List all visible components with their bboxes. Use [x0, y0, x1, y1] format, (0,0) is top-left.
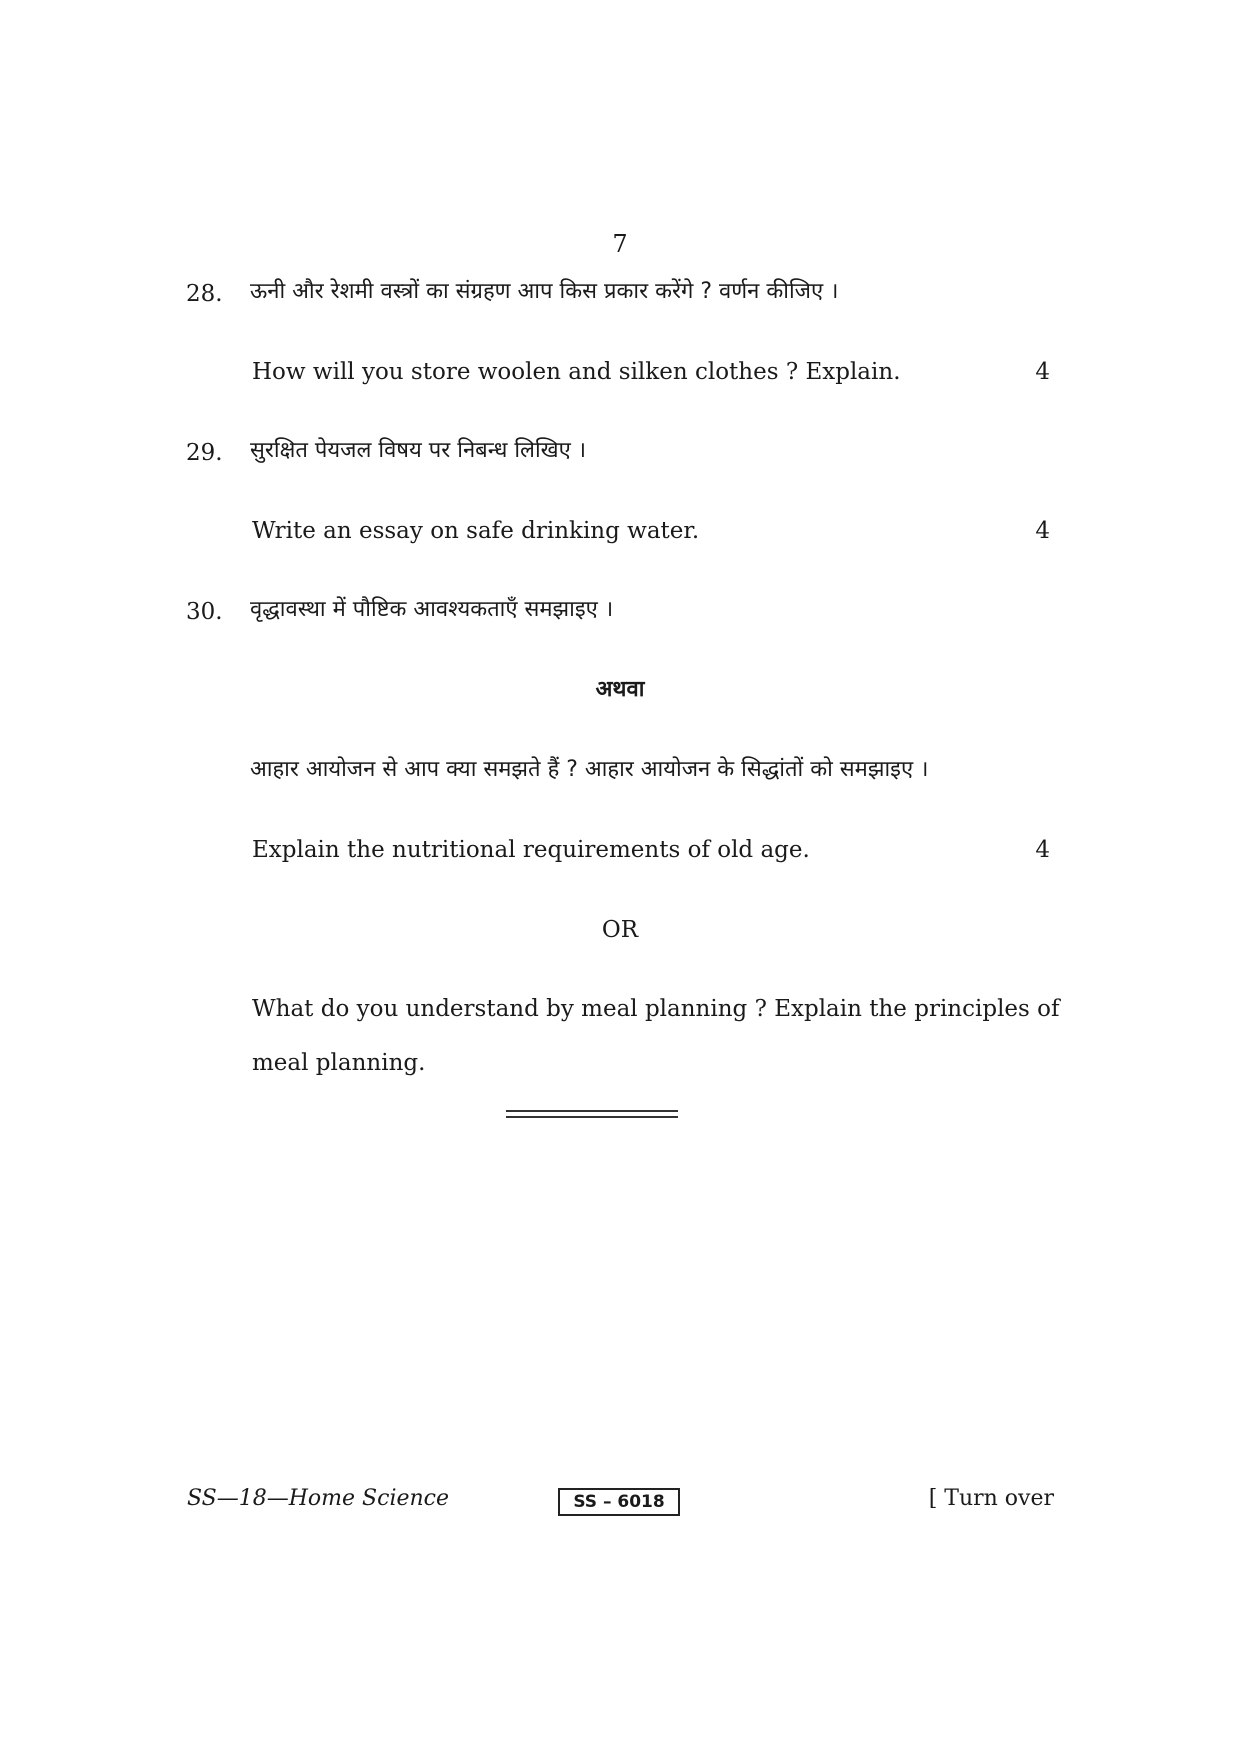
question-text-hindi: वृद्धावस्था में पौष्टिक आवश्यकताएँ समझाइए ।: [250, 597, 614, 622]
question-marks: 4: [1035, 518, 1050, 544]
question-number: 29.: [186, 440, 223, 466]
question-number: 30.: [186, 599, 223, 625]
question-text-hindi: ऊनी और रेशमी वस्त्रों का संग्रहण आप किस प्रकार करेंगे ? वर्णन कीजिए ।: [250, 279, 839, 304]
question-text-english: Explain the nutritional requirements of old age.: [252, 837, 810, 863]
page-number: 7: [612, 230, 628, 258]
or-separator-english: OR: [601, 917, 639, 943]
question-text-english: Write an essay on safe drinking water.: [252, 518, 700, 544]
footer-paper-code: SS – 6018: [558, 1488, 680, 1516]
question-number: 28.: [186, 281, 223, 307]
question-text-english: How will you store woolen and silken clothes ? Explain.: [252, 359, 901, 385]
footer-turn-over: [ Turn over: [928, 1486, 1054, 1511]
question-marks: 4: [1035, 837, 1050, 863]
alternative-question-hindi: आहार आयोजन से आप क्या समझते हैं ? आहार आयोजन के सिद्धांतों को समझाइए ।: [250, 757, 929, 782]
question-text-hindi: सुरक्षित पेयजल विषय पर निबन्ध लिखिए ।: [250, 438, 587, 463]
alternative-question-english-line1: What do you understand by meal planning ? Explain the principles of: [252, 996, 1060, 1022]
or-separator-hindi: अथवा: [595, 677, 645, 702]
footer-subject: SS—18—Home Science: [187, 1486, 450, 1511]
alternative-question-english-line2: meal planning.: [252, 1050, 426, 1076]
end-of-paper-rule: [506, 1110, 678, 1118]
question-marks: 4: [1035, 359, 1050, 385]
